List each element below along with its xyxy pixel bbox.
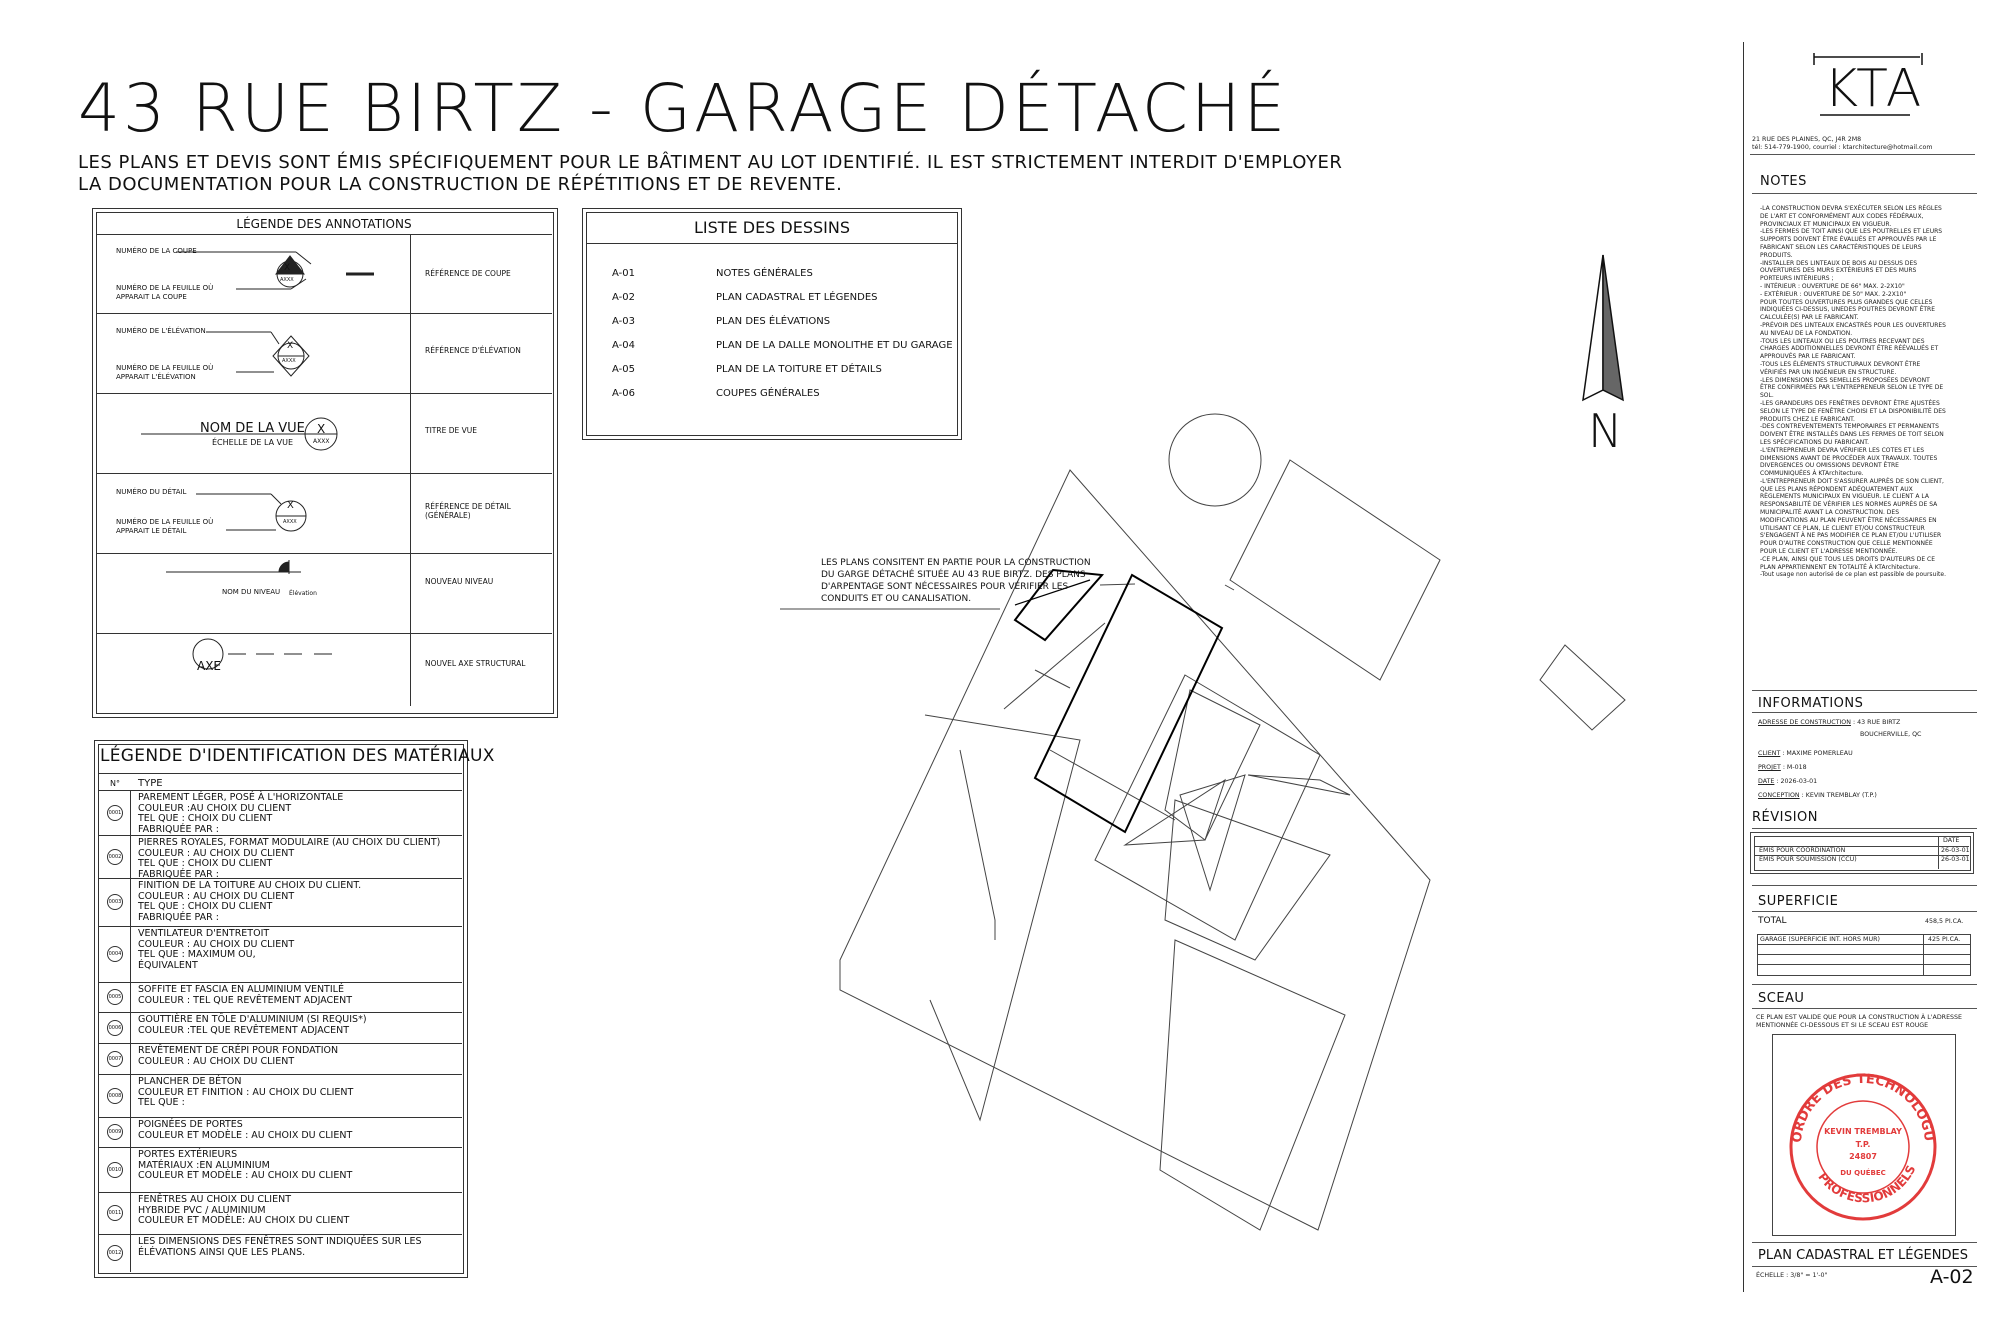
firm-address: 21 RUE DES PLAINES, QC, J4R 2M8 — [1752, 136, 1862, 143]
drawing-name: PLAN DE LA TOITURE ET DÉTAILS — [716, 364, 882, 375]
page-title: 43 RUE BIRTZ - GARAGE DÉTACHÉ — [78, 70, 1289, 147]
elevation-axxx: AXXX — [282, 358, 296, 364]
coupe-axxx: AXXX — [280, 277, 294, 283]
revision-table — [1750, 832, 1974, 874]
firm-contact: tél: 514-779-1900, courriel : ktarchitecture@hotmail.com — [1752, 144, 1933, 151]
drawing-code: A-06 — [612, 388, 635, 399]
material-number: 0001 — [107, 805, 123, 821]
materials-col-num: N° — [110, 779, 120, 788]
seal-box — [1772, 1034, 1956, 1236]
material-description: REVÊTEMENT DE CRÉPI POUR FONDATION COULEUR : AU CHOIX DU CLIENT — [138, 1045, 339, 1067]
info-address-value: : 43 RUE BIRTZ — [1850, 719, 1901, 726]
divider — [98, 1234, 462, 1235]
informations-heading: INFORMATIONS — [1758, 696, 1864, 711]
divider — [98, 1147, 462, 1148]
detail-x: X — [287, 500, 294, 511]
sheet-scale: ÉCHELLE : 3/8" = 1'-0" — [1756, 1272, 1828, 1279]
seal-quebec: DU QUÉBEC — [1840, 1169, 1886, 1177]
material-number: 0005 — [107, 989, 123, 1005]
divider — [1752, 828, 1977, 829]
detail-axxx: AXXX — [283, 519, 297, 525]
divider — [98, 1074, 462, 1075]
drawing-name: PLAN DE LA DALLE MONOLITHE ET DU GARAGE — [716, 340, 953, 351]
disclaimer-line-1: LES PLANS ET DEVIS SONT ÉMIS SPÉCIFIQUEMENT POUR LE BÂTIMENT AU LOT IDENTIFIÉ. IL EST STRICTEMENT INTERDIT D'EMPLOYER — [78, 152, 1343, 173]
material-number: 0004 — [107, 946, 123, 962]
drawing-name: COUPES GÉNÉRALES — [716, 388, 820, 399]
seal-note: CE PLAN EST VALIDE QUE POUR LA CONSTRUCTION À L'ADRESSE MENTIONNÉE CI-DESSOUS ET SI LE SCEAU EST ROUGE — [1756, 1014, 1963, 1029]
disclaimer — [78, 152, 1342, 196]
elevation-sheet-label-2: APPARAIT L'ÉLÉVATION — [116, 373, 196, 381]
drawings-list-title: LISTE DES DESSINS — [693, 218, 850, 237]
info-design — [1758, 792, 1877, 800]
revision-heading: RÉVISION — [1752, 810, 1819, 825]
professional-seal — [1773, 1035, 1955, 1235]
material-description: VENTILATEUR D'ENTRETOIT COULEUR : AU CHOIX DU CLIENT TEL QUE : MAXIMUM OU, ÉQUIVALENT — [138, 928, 295, 971]
material-description: FINITION DE LA TOITURE AU CHOIX DU CLIENT. COULEUR : AU CHOIX DU CLIENT TEL QUE : CHOIX DU CLIENT FABRIQUÉE PAR : — [138, 880, 362, 923]
divider — [98, 1043, 462, 1044]
info-address-label: ADRESSE DE CONSTRUCTION — [1758, 719, 1851, 726]
detail-sheet-label: NUMÉRO DE LA FEUILLE OÙ — [116, 518, 214, 526]
drawing-code: A-04 — [612, 340, 635, 351]
info-client — [1758, 750, 1853, 758]
axis-label: AXE — [197, 659, 222, 673]
axis-ref: NOUVEL AXE STRUCTURAL — [425, 659, 526, 668]
divider — [1752, 1242, 1977, 1243]
sheet-title: PLAN CADASTRAL ET LÉGENDES — [1758, 1248, 1968, 1263]
material-number: 0011 — [107, 1205, 123, 1221]
divider — [1758, 954, 1970, 955]
material-number: 0009 — [107, 1124, 123, 1140]
detail-number-label: NUMÉRO DU DÉTAIL — [116, 488, 187, 496]
area-table — [1757, 934, 1971, 976]
coupe-number-label: NUMÉRO DE LA COUPE — [116, 247, 197, 255]
annotation-legend-title: LÉGENDE DES ANNOTATIONS — [96, 214, 552, 235]
view-ref: TITRE DE VUE — [425, 426, 477, 435]
info-design-label: CONCEPTION — [1758, 792, 1800, 799]
materials-col-divider — [130, 790, 131, 1272]
info-project — [1758, 764, 1807, 772]
material-description: FENÊTRES AU CHOIX DU CLIENT HYBRIDE PVC / ALUMINIUM COULEUR ET MODÈLE: AU CHOIX DU CLIENT — [138, 1194, 350, 1226]
divider — [1752, 1008, 1977, 1009]
view-axxx: AXXX — [313, 438, 330, 445]
info-project-value: : M-018 — [1780, 764, 1807, 771]
divider — [1750, 154, 1975, 155]
drawing-name: PLAN CADASTRAL ET LÉGENDES — [716, 292, 878, 303]
material-number: 0010 — [107, 1162, 123, 1178]
divider — [98, 790, 462, 791]
info-date — [1758, 778, 1817, 786]
info-design-value: : KEVIN TREMBLAY (T.P.) — [1799, 792, 1877, 799]
area-garage-value: 425 PI.CA. — [1928, 936, 1961, 943]
materials-col-type: TYPE — [138, 778, 163, 789]
divider — [98, 982, 462, 983]
divider — [98, 1012, 462, 1013]
info-address — [1758, 719, 1900, 727]
revision-2-desc: ÉMIS POUR SOUMISSION (CCU) — [1759, 856, 1857, 863]
seal-bottom-text: PROFESSIONNELS — [1815, 1162, 1919, 1206]
material-description: PIERRES ROYALES, FORMAT MODULAIRE (AU CHOIX DU CLIENT) COULEUR : AU CHOIX DU CLIENT TEL QUE : CHOIX DU CLIENT FABRIQUÉE PAR : — [138, 837, 441, 880]
material-description: GOUTTIÈRE EN TÔLE D'ALUMINIUM (SI REQUIS*) COULEUR :TEL QUE REVÊTEMENT ADJACENT — [138, 1014, 367, 1036]
info-project-label: PROJET — [1758, 764, 1781, 771]
material-description: LES DIMENSIONS DES FENÊTRES SONT INDIQUÉES SUR LES ÉLÉVATIONS AINSI QUE LES PLANS. — [138, 1236, 422, 1258]
seal-name: KEVIN TREMBLAY — [1824, 1127, 1902, 1136]
drawing-code: A-03 — [612, 316, 635, 327]
material-number: 0003 — [107, 894, 123, 910]
divider — [1758, 964, 1970, 965]
divider — [1752, 193, 1977, 194]
info-city: BOUCHERVILLE, QC — [1860, 731, 1922, 738]
material-description: PORTES EXTÉRIEURS MATÉRIAUX :EN ALUMINIUM COULEUR ET MODÈLE : AU CHOIX DU CLIENT — [138, 1149, 353, 1181]
divider — [1752, 712, 1977, 713]
seal-heading: SCEAU — [1758, 991, 1805, 1006]
plan-note: LES PLANS CONSITENT EN PARTIE POUR LA CONSTRUCTION DU GARGE DÉTACHÉ SITUÉE AU 43 RUE BIRTZ. DES PLANS D'ARPENTAGE SONT NÉCESSAIRES POUR VÉRIFIER LES CONDUITS ET OU CANALISATION. — [821, 558, 1091, 604]
drawing-code: A-02 — [612, 292, 635, 303]
area-total-label: TOTAL — [1758, 916, 1787, 926]
material-number: 0007 — [107, 1051, 123, 1067]
divider — [1938, 836, 1939, 869]
material-number: 0008 — [107, 1088, 123, 1104]
coupe-ref: RÉFÉRENCE DE COUPE — [425, 269, 511, 278]
divider — [1752, 885, 1977, 886]
seal-tp: T.P. — [1855, 1140, 1871, 1149]
area-heading: SUPERFICIE — [1758, 894, 1839, 909]
divider — [98, 1117, 462, 1118]
sheet-number: A-02 — [1930, 1266, 1974, 1288]
revision-1-date: 26-03-01 — [1941, 847, 1970, 854]
view-name: NOM DE LA VUE — [200, 421, 305, 436]
view-scale: ÉCHELLE DE LA VUE — [212, 438, 294, 447]
divider — [1752, 984, 1977, 985]
coupe-sheet-label: NUMÉRO DE LA FEUILLE OÙ — [116, 284, 214, 292]
material-number: 0002 — [107, 849, 123, 865]
disclaimer-line-2: LA DOCUMENTATION POUR LA CONSTRUCTION DE RÉPÉTITIONS ET DE REVENTE. — [78, 174, 843, 195]
drawing-name: PLAN DES ÉLÉVATIONS — [716, 316, 831, 327]
divider — [1758, 944, 1970, 945]
annotation-symbols — [96, 234, 416, 712]
elevation-number-label: NUMÉRO DE L'ÉLÉVATION — [116, 327, 206, 335]
firm-logo — [1810, 53, 1928, 119]
info-date-value: : 2026-03-01 — [1774, 778, 1818, 785]
seal-top-text: ORDRE DES TECHNOLOGU — [1789, 1071, 1937, 1144]
divider — [98, 926, 462, 927]
divider — [98, 835, 462, 836]
logo-text: KTA — [1824, 59, 1924, 119]
material-description: PLANCHER DE BÉTON COULEUR ET FINITION : AU CHOIX DU CLIENT TEL QUE : — [138, 1076, 354, 1108]
north-label: N — [1588, 404, 1623, 458]
divider — [1752, 690, 1977, 691]
level-name: NOM DU NIVEAU — [222, 588, 281, 596]
divider — [98, 1192, 462, 1193]
divider — [98, 878, 462, 879]
info-date-label: DATE — [1758, 778, 1775, 785]
detail-ref: RÉFÉRENCE DE DÉTAIL — [425, 502, 511, 511]
detail-sheet-label-2: APPARAIT LE DÉTAIL — [116, 527, 187, 535]
elevation-x: X — [287, 341, 294, 351]
materials-legend-title: LÉGENDE D'IDENTIFICATION DES MATÉRIAUX — [100, 746, 495, 766]
drawing-code: A-05 — [612, 364, 635, 375]
material-description: SOFFITE ET FASCIA EN ALUMINIUM VENTILÉ COULEUR : TEL QUE REVÊTEMENT ADJACENT — [138, 984, 353, 1006]
info-client-label: CLIENT — [1758, 750, 1781, 757]
divider — [98, 773, 462, 774]
revision-2-date: 26-03-01 — [1941, 856, 1970, 863]
area-garage-label: GARAGE (SUPERFICIE INT. HORS MUR) — [1760, 936, 1880, 943]
elevation-ref: RÉFÉRENCE D'ÉLÉVATION — [425, 346, 521, 355]
coupe-sheet-label-2: APPARAIT LA COUPE — [116, 293, 187, 301]
divider — [1752, 911, 1977, 912]
divider — [1923, 935, 1924, 975]
material-number: 0012 — [107, 1245, 123, 1261]
revision-date-header: DATE — [1943, 837, 1960, 844]
drawing-code: A-01 — [612, 268, 635, 279]
area-total-value: 458,5 PI.CA. — [1925, 918, 1964, 925]
notes-heading: NOTES — [1760, 174, 1807, 189]
material-description: POIGNÉES DE PORTES COULEUR ET MODÈLE : AU CHOIX DU CLIENT — [138, 1119, 353, 1141]
drawing-name: NOTES GÉNÉRALES — [716, 268, 813, 279]
detail-ref-2: (GÉNÉRALE) — [425, 511, 471, 520]
revision-1-desc: ÉMIS POUR COORDINATION — [1759, 847, 1846, 854]
material-number: 0006 — [107, 1020, 123, 1036]
material-description: PAREMENT LÉGER, POSÉ À L'HORIZONTALE COULEUR :AU CHOIX DU CLIENT TEL QUE : CHOIX DU CLIENT FABRIQUÉE PAR : — [138, 792, 344, 835]
level-ref: NOUVEAU NIVEAU — [425, 577, 494, 586]
general-notes: -LA CONSTRUCTION DEVRA S'EXÉCUTER SELON LES RÈGLES DE L'ART ET CONFORMÉMENT AUX CODES FÉDÉRAUX, PROVINCIAUX ET MUNICIPAUX EN VIGUEUR. -LES FERMES DE TOIT AINSI QUE LES POUTRELLES ET LEURS SUPPORTS DOIVENT ÊTRE ÉVALUÉS ET APPROUVÉS PAR LE FABRICANT SELON LES CARACTÉRISTIQUES DE LEURS PRODUITS. -INSTALLER DES LINTEAUX DE BOIS AU DESSUS DES OUVERTURES DES MURS EXTÉRIEURS ET DES MURS PORTEURS INTÉRIEURS ; - INTÉRIEUR : OUVERTURE DE 66" MAX. 2-2X10" - EXTÉRIEUR : OUVERTURE DE 50" MAX. 2-2X10" POUR TOUTES OUVERTURES PLUS GRANDES QUE CELLES INDIQUÉES CI-DESSUS, UNEDES POUTRES DEVRONT ÊTRE CALCULÉE(S) PAR LE FABRICANT. -PRÉVOIR DES LINTEAUX ENCASTRÉS POUR LES OUVERTURES AU NIVEAU DE LA FONDATION. -TOUS LES LINTEAUX OU LES POUTRES RECEVANT DES CHARGES ADDITIONNELLES DEVRONT ÊTRE RÉÉVALUÉS ET APPROUVÉS PAR LE FABRICANT. -TOUS LES ÉLÉMENTS STRUCTURAUX DEVRONT ÊTRE VÉRIFIÉS PAR UN INGÉNIEUR EN STRUCTURE. -LES DIMENSIONS DES SEMELLES PROPOSÉES DEVRONT ÊTRE CONFIRMÉES PAR L'ENTREPRENEUR SELON LE TYPE DE SOL. -LES GRANDEURS DES FENÊTRES DEVRONT ÊTRE AJUSTÉES SELON LE TYPE DE FENÊTRE CHOISI ET LA DISPONIBILITÉ DES PRODUITS CHEZ LE FABRICANT. -DES CONTREVENTEMENTS TEMPORAIRES ET PERMANENTS DOIVENT ÊTRE INSTALLÉS DANS LES FERMES DE TOIT SELON LES SPÉCIFICATIONS DU FABRICANT. -L'ENTREPRENEUR DEVRA VÉRIFIER LES COTES ET LES DIMENSIONS AVANT DE PROCÉDER AUX TRAVAUX. TOUTES DIVERGENCES OU OMISSIONS DEVRONT ÊTRE COMMUNIQUÉES À KTArchitecture. -L'ENTREPRENEUR DOIT S'ASSURER AUPRÈS DE SON CLIENT, QUE LES PLANS RÉPONDENT ADÉQUATEMENT AUX RÈGLEMENTS MUNICIPAUX EN VIGUEUR. LE CLIENT A LA RESPONSABILITÉ DE VÉRIFIER LES NORMES AUPRÈS DE SA MUNICIPALITÉ AVANT LA CONSTRUCTION. DES MODIFICATIONS AU PLAN PEUVENT ÊTRE NÉCESSAIRES EN UTILISANT CE PLAN, LE CLIENT ET/OU CONSTRUCTEUR S'ENGAGENT À NE PAS MODIFIER CE PLAN ET/OU L'UTILISER POUR D'AUTRE CONSTRUCTION QUE CELLE MENTIONNÉE POUR LE CLIENT ET L'ADRESSE MENTIONNÉE. -CE PLAN, AINSI QUE TOUS LES DROITS D'AUTEURS DE CE PLAN APPARTIENNENT EN TOTALITÉ À KTArchitecture. -Tout usage non autorisé de ce plan est passible de poursuite. — [1760, 205, 1946, 579]
coupe-x: X — [284, 263, 291, 273]
view-x: X — [317, 422, 326, 436]
elevation-sheet-label: NUMÉRO DE LA FEUILLE OÙ — [116, 364, 214, 372]
info-client-value: : MAXIME POMERLEAU — [1780, 750, 1853, 757]
seal-number: 24807 — [1849, 1152, 1877, 1161]
level-elevation: Élévation — [289, 590, 317, 597]
